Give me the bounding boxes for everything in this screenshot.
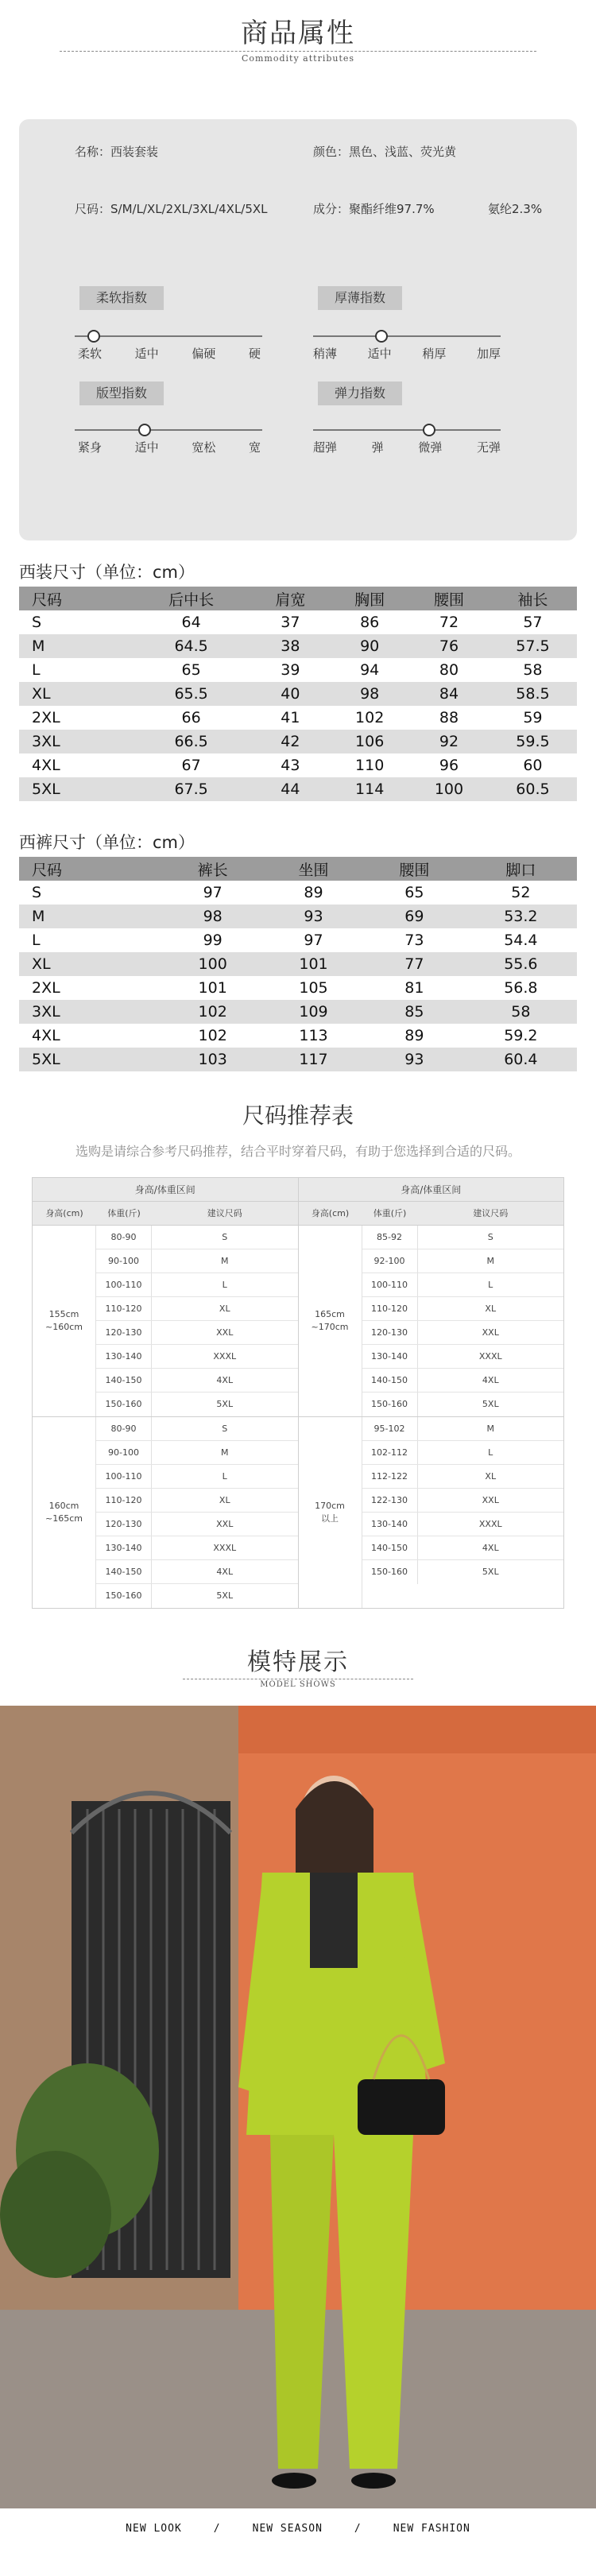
recommend-table [32,1177,564,1609]
table-cell: 59.2 [465,1024,577,1048]
table-cell: 110 [330,753,409,777]
elasticity-slider-labels [313,439,501,455]
table-cell: 2XL [19,976,162,1000]
softness-opt: 偏硬 [192,347,216,361]
fit-slider-knob [138,424,151,436]
divider [60,51,536,52]
recommend-size: XXXL [213,1543,237,1553]
recommend-size: XXL [482,1495,499,1505]
softness-opt: 柔软 [78,347,103,361]
table-cell: 113 [263,1024,364,1048]
attr-name: 名称：西装套装 [75,145,159,159]
recommend-group [33,1417,298,1608]
table-cell: 101 [263,952,364,976]
recommend-weight: 140-150 [96,1560,152,1583]
recommend-row [96,1584,298,1608]
table-row [19,706,577,730]
elasticity-index-label: 弹力指数 [318,382,402,405]
table-cell: 60 [489,753,577,777]
recommend-row [362,1536,564,1560]
table-cell: 97 [162,881,263,905]
table-cell: 69 [364,905,465,928]
recommend-size: XL [219,1303,230,1314]
recommend-size: L [222,1280,227,1290]
table-header-cell: 尺码 [19,587,132,610]
table-header-cell: 后中长 [132,587,251,610]
table-row [19,682,577,706]
table-cell: 93 [364,1048,465,1071]
recommend-row [362,1273,564,1297]
recommend-row [96,1226,298,1249]
table-cell: 57.5 [489,634,577,658]
recommend-range-head: 身高/体重区间 [299,1178,564,1202]
recommend-size: 4XL [482,1375,499,1385]
table-header-cell: 尺码 [19,857,162,881]
table-header-cell: 脚口 [465,857,577,881]
table-header-cell: 腰围 [364,857,465,881]
recommend-size: XXXL [478,1519,502,1529]
attributes-title: 商品属性 [241,17,355,49]
table-cell: 37 [250,610,330,634]
table-cell: 55.6 [465,952,577,976]
table-cell: L [19,658,132,682]
table-cell: 106 [330,730,409,753]
table-cell: 97 [263,928,364,952]
table-row [19,753,577,777]
table-cell: 58 [465,1000,577,1024]
table-cell: 96 [409,753,489,777]
table-cell: 76 [409,634,489,658]
table-cell: 89 [263,881,364,905]
table-cell: 102 [330,706,409,730]
table-cell: 44 [250,777,330,801]
recommend-size: L [222,1471,227,1482]
recommend-row [96,1441,298,1465]
recommend-size: S [222,1232,228,1242]
table-cell: 89 [364,1024,465,1048]
recommend-row [362,1249,564,1273]
recommend-weight: 110-120 [362,1297,418,1320]
table-row [19,905,577,928]
recommend-weight: 130-140 [362,1345,418,1368]
table-cell: 67.5 [132,777,251,801]
table-header-cell: 腰围 [409,587,489,610]
table-cell: 77 [364,952,465,976]
table-cell: 60.5 [489,777,577,801]
thickness-index-label: 厚薄指数 [318,286,402,310]
recommend-height: 165cm ~170cm [299,1226,362,1416]
table-cell: 60.4 [465,1048,577,1071]
fit-opt: 适中 [134,440,159,455]
fit-slider-labels [78,439,261,455]
table-cell: 90 [330,634,409,658]
table-cell: 88 [409,706,489,730]
table-cell: 86 [330,610,409,634]
table-cell: XL [19,682,132,706]
recommend-height: 170cm 以上 [299,1417,362,1608]
recommend-weight: 120-130 [96,1321,152,1344]
table-row [19,1048,577,1071]
table-cell: 38 [250,634,330,658]
recommend-size: 5XL [216,1399,234,1409]
model-photo-illustration [0,1706,596,2508]
recommend-row [96,1560,298,1584]
recommend-weight: 100-110 [96,1465,152,1488]
elasticity-slider-track [313,429,501,431]
recommend-size: XXL [216,1327,234,1338]
table-cell: 59 [489,706,577,730]
recommend-group [299,1226,564,1417]
table-cell: 5XL [19,777,132,801]
recommend-weight: 80-90 [96,1226,152,1249]
thickness-opt: 加厚 [476,347,501,361]
table-cell: 100 [162,952,263,976]
recommend-weight: 112-122 [362,1465,418,1488]
table-row [19,634,577,658]
recommend-weight: 100-110 [96,1273,152,1296]
recommend-size: XL [219,1495,230,1505]
softness-opt: 适中 [134,347,159,361]
table-cell: 57 [489,610,577,634]
table-cell: 103 [162,1048,263,1071]
head-height: 身高(cm) [45,1208,83,1218]
fit-opt: 宽 [248,440,261,455]
recommend-row [362,1441,564,1465]
table-cell: 94 [330,658,409,682]
recommend-row [96,1513,298,1536]
elasticity-opt: 微弹 [418,440,443,455]
recommend-weight: 110-120 [96,1297,152,1320]
table-cell: 3XL [19,730,132,753]
recommend-weight: 120-130 [96,1513,152,1536]
table-cell: 5XL [19,1048,162,1071]
recommend-row [362,1465,564,1489]
table-row [19,1000,577,1024]
attr-composition: 成分：聚酯纤维97.7% [313,202,435,216]
table-cell: 66.5 [132,730,251,753]
recommend-size: 4XL [482,1543,499,1553]
suit-size-table [19,587,577,801]
recommend-weight: 90-100 [96,1441,152,1464]
recommend-size: XXL [216,1519,234,1529]
recommend-weight: 100-110 [362,1273,418,1296]
fit-opt: 宽松 [192,440,216,455]
table-row [19,928,577,952]
table-cell: 40 [250,682,330,706]
recommend-size: 5XL [216,1590,234,1601]
recommend-size: S [222,1424,228,1434]
recommend-weight: 95-102 [362,1417,418,1440]
recommend-height: 155cm ~160cm [33,1226,96,1416]
pants-size-table [19,857,577,1071]
recommend-size: M [221,1447,229,1458]
footer-item: NEW SEASON [252,2522,323,2535]
recommend-row [96,1536,298,1560]
recommend-row [362,1345,564,1369]
thickness-opt: 稍薄 [313,347,338,361]
attributes-header [0,0,596,119]
table-cell: 92 [409,730,489,753]
table-cell: 102 [162,1000,263,1024]
recommend-row [96,1273,298,1297]
table-cell: 66 [132,706,251,730]
table-cell: 43 [250,753,330,777]
table-cell: 4XL [19,753,132,777]
table-cell: M [19,905,162,928]
recommend-col-head [33,1202,298,1226]
recommend-size: S [487,1232,493,1242]
recommend-row [96,1417,298,1441]
recommend-weight: 150-160 [362,1560,418,1584]
table-header-cell: 袖长 [489,587,577,610]
table-cell: 109 [263,1000,364,1024]
table-cell: 98 [330,682,409,706]
recommend-size: XL [485,1471,497,1482]
table-cell: 84 [409,682,489,706]
head-weight: 体重(斤) [373,1208,407,1218]
recommend-weight: 140-150 [96,1369,152,1392]
recommend-weight: 130-140 [96,1536,152,1559]
table-row [19,976,577,1000]
recommend-row [96,1345,298,1369]
head-size: 建议尺码 [207,1208,242,1218]
table-cell: 99 [162,928,263,952]
recommend-weight: 80-90 [96,1417,152,1440]
thickness-opt: 稍厚 [422,347,447,361]
table-cell: 81 [364,976,465,1000]
footer-sep: / [213,2522,221,2535]
table-row [19,777,577,801]
recommend-row [96,1465,298,1489]
table-cell: 85 [364,1000,465,1024]
table-cell: XL [19,952,162,976]
table-cell: 102 [162,1024,263,1048]
attributes-panel [19,119,577,540]
recommend-row [96,1321,298,1345]
recommend-size: XXL [482,1327,499,1338]
table-cell: S [19,881,162,905]
elasticity-opt: 超弹 [313,440,338,455]
recommend-row [362,1560,564,1584]
attr-spandex: 氨纶2.3% [488,202,543,216]
table-cell: 4XL [19,1024,162,1048]
thickness-slider-track [313,335,501,337]
recommend-group [299,1417,564,1608]
recommend-weight: 140-150 [362,1536,418,1559]
recommend-right [299,1178,564,1608]
recommend-weight: 85-92 [362,1226,418,1249]
table-cell: 80 [409,658,489,682]
table-cell: 52 [465,881,577,905]
recommend-weight: 102-112 [362,1441,418,1464]
fit-opt: 紧身 [78,440,103,455]
table-row [19,881,577,905]
recommend-row [96,1393,298,1416]
attr-size: 尺码：S/M/L/XL/2XL/3XL/4XL/5XL [75,202,268,216]
recommend-weight: 150-160 [96,1393,152,1416]
recommend-title: 尺码推荐表 [242,1102,354,1129]
recommend-size: 5XL [482,1567,499,1577]
suit-table-title: 西装尺寸（单位：cm） [19,563,195,582]
recommend-row [362,1226,564,1249]
recommend-size: M [486,1256,494,1266]
table-cell: 65.5 [132,682,251,706]
recommend-weight: 120-130 [362,1321,418,1344]
table-row [19,658,577,682]
softness-slider-labels [78,345,261,362]
table-cell: 64 [132,610,251,634]
table-cell: S [19,610,132,634]
table-cell: 93 [263,905,364,928]
recommend-size: XXXL [213,1351,237,1362]
fit-slider-track [75,429,262,431]
table-cell: 56.8 [465,976,577,1000]
recommend-group [33,1226,298,1417]
recommend-row [362,1369,564,1393]
footer-item: NEW LOOK [126,2522,182,2535]
recommend-col-head [299,1202,564,1226]
recommend-weight: 130-140 [362,1513,418,1536]
recommend-row [362,1297,564,1321]
recommend-subtitle: 选购是请综合参考尺码推荐，结合平时穿着尺码，有助于您选择到合适的尺码。 [75,1144,521,1159]
softness-slider-track [75,335,262,337]
recommend-row [362,1513,564,1536]
table-cell: 41 [250,706,330,730]
table-row [19,952,577,976]
table-cell: 105 [263,976,364,1000]
table-cell: 100 [409,777,489,801]
recommend-size: M [486,1424,494,1434]
table-cell: 65 [364,881,465,905]
model-photo [0,1706,596,2508]
recommend-weight: 150-160 [362,1393,418,1416]
recommend-weight: 140-150 [362,1369,418,1392]
table-cell: 73 [364,928,465,952]
table-cell: 98 [162,905,263,928]
recommend-weight: 122-130 [362,1489,418,1512]
footer-item: NEW FASHION [393,2522,470,2535]
elasticity-opt: 无弹 [476,440,501,455]
thickness-slider-labels [313,345,501,362]
head-height: 身高(cm) [311,1208,350,1218]
model-header [0,1642,596,1706]
table-header-cell: 裤长 [162,857,263,881]
footer-sep: / [354,2522,362,2535]
head-weight: 体重(斤) [107,1208,141,1218]
recommend-row [362,1321,564,1345]
recommend-size: XL [485,1303,497,1314]
recommend-size: 5XL [482,1399,499,1409]
table-cell: L [19,928,162,952]
table-cell: 65 [132,658,251,682]
recommend-weight: 110-120 [96,1489,152,1512]
table-cell: 67 [132,753,251,777]
table-header-cell: 胸围 [330,587,409,610]
table-header-cell: 坐围 [263,857,364,881]
recommend-size: M [221,1256,229,1266]
recommend-weight: 150-160 [96,1584,152,1608]
table-cell: 42 [250,730,330,753]
table-cell: 3XL [19,1000,162,1024]
table-cell: 101 [162,976,263,1000]
pants-table-title: 西裤尺寸（单位：cm） [19,833,195,852]
thickness-slider-knob [375,330,388,343]
softness-slider-knob [87,330,100,343]
recommend-size: 4XL [216,1567,234,1577]
thickness-opt: 适中 [367,347,392,361]
recommend-row [96,1369,298,1393]
softness-opt: 硬 [248,347,261,361]
recommend-row [362,1393,564,1416]
table-cell: 39 [250,658,330,682]
recommend-left [33,1178,299,1608]
elasticity-opt: 弹 [371,440,384,455]
table-header-cell: 肩宽 [250,587,330,610]
head-size: 建议尺码 [473,1208,509,1218]
recommend-range-head: 身高/体重区间 [33,1178,298,1202]
model-title: 模特展示 [247,1648,349,1676]
table-cell: 2XL [19,706,132,730]
table-cell: 54.4 [465,928,577,952]
attributes-subtitle: Commodity attributes [241,53,355,64]
recommend-size: XXXL [478,1351,502,1362]
recommend-size: L [488,1280,493,1290]
table-cell: 58.5 [489,682,577,706]
table-cell: M [19,634,132,658]
model-subtitle: MODEL SHOWS [260,1680,336,1689]
recommend-weight: 90-100 [96,1249,152,1273]
table-cell: 114 [330,777,409,801]
attr-color: 颜色：黑色、浅蓝、荧光黄 [313,145,457,159]
table-cell: 58 [489,658,577,682]
table-cell: 59.5 [489,730,577,753]
recommend-row [96,1489,298,1513]
recommend-row [96,1297,298,1321]
table-row [19,610,577,634]
recommend-size: L [488,1447,493,1458]
recommend-row [96,1249,298,1273]
table-row [19,730,577,753]
table-cell: 53.2 [465,905,577,928]
footer-nav [0,2508,596,2548]
elasticity-slider-knob [423,424,435,436]
table-row [19,1024,577,1048]
recommend-size: 4XL [216,1375,234,1385]
table-cell: 64.5 [132,634,251,658]
recommend-row [362,1489,564,1513]
fit-index-label: 版型指数 [79,382,164,405]
table-cell: 72 [409,610,489,634]
table-cell: 117 [263,1048,364,1071]
recommend-weight: 92-100 [362,1249,418,1273]
softness-index-label: 柔软指数 [79,286,164,310]
recommend-row [362,1417,564,1441]
recommend-height: 160cm ~165cm [33,1417,96,1608]
recommend-weight: 130-140 [96,1345,152,1368]
